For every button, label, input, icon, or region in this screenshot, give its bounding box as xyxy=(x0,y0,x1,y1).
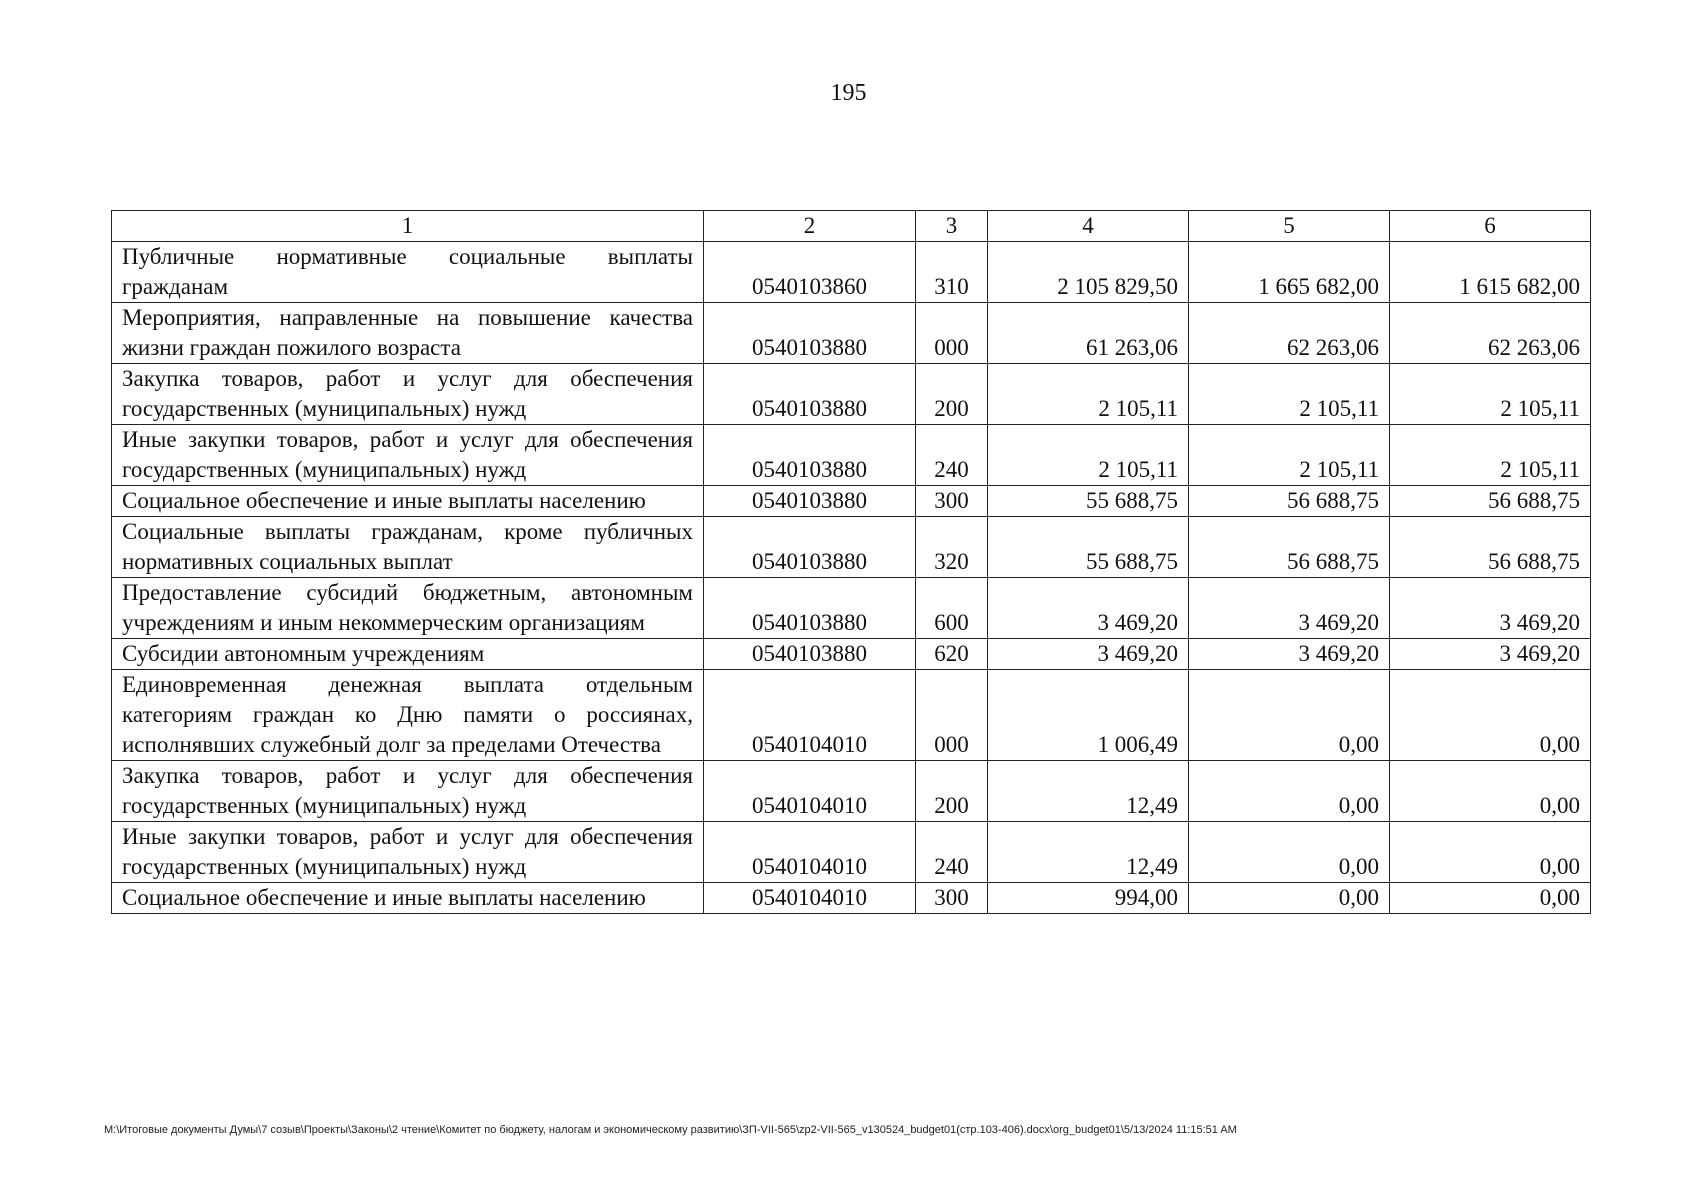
amount-col6-cell: 0,00 xyxy=(1390,883,1591,914)
amount-col5-cell: 56 688,75 xyxy=(1189,517,1390,578)
expense-type-cell: 600 xyxy=(916,578,988,639)
target-code-cell: 0540103880 xyxy=(704,425,916,486)
amount-col5-cell: 56 688,75 xyxy=(1189,486,1390,517)
amount-col4-cell: 2 105,11 xyxy=(988,425,1189,486)
column-header-6: 6 xyxy=(1390,211,1591,242)
target-code-cell: 0540103880 xyxy=(704,303,916,364)
target-code-cell: 0540104010 xyxy=(704,822,916,883)
amount-col6-cell: 1 615 682,00 xyxy=(1390,242,1591,303)
page-number: 195 xyxy=(830,80,867,106)
table-row xyxy=(112,639,1591,670)
amount-col6-cell: 2 105,11 xyxy=(1390,425,1591,486)
table-header-row xyxy=(112,211,1591,242)
amount-col6-cell: 2 105,11 xyxy=(1390,364,1591,425)
amount-col4-cell: 55 688,75 xyxy=(988,486,1189,517)
item-name-cell: Закупка товаров, работ и услуг для обеспечения государственных (муниципальных) нужд xyxy=(112,364,704,425)
item-name-cell: Социальные выплаты гражданам, кроме публичных нормативных социальных выплат xyxy=(112,517,704,578)
target-code-cell: 0540103880 xyxy=(704,639,916,670)
amount-col4-cell: 61 263,06 xyxy=(988,303,1189,364)
expense-type-cell: 320 xyxy=(916,517,988,578)
target-code-cell: 0540103880 xyxy=(704,517,916,578)
amount-col6-cell: 3 469,20 xyxy=(1390,639,1591,670)
expense-type-cell: 620 xyxy=(916,639,988,670)
column-header-3: 3 xyxy=(916,211,988,242)
table-row xyxy=(112,303,1591,364)
table-row xyxy=(112,761,1591,822)
expense-type-cell: 310 xyxy=(916,242,988,303)
amount-col4-cell: 55 688,75 xyxy=(988,517,1189,578)
amount-col5-cell: 0,00 xyxy=(1189,822,1390,883)
amount-col4-cell: 3 469,20 xyxy=(988,639,1189,670)
amount-col6-cell: 0,00 xyxy=(1390,822,1591,883)
expense-type-cell: 000 xyxy=(916,670,988,761)
table-body xyxy=(112,242,1591,914)
expense-type-cell: 000 xyxy=(916,303,988,364)
table-row xyxy=(112,822,1591,883)
footer-file-path: M:\Итоговые документы Думы\7 созыв\Проекты\Законы\2 чтение\Комитет по бюджету, налогам и экономическому развитию\ЗП-VII-565\zp2-VII-565_v130524_budget01(стр.103-406).docx\org_budget01\5/13/2024 11:15:51 AM xyxy=(104,1124,1237,1136)
amount-col4-cell: 12,49 xyxy=(988,822,1189,883)
amount-col6-cell: 0,00 xyxy=(1390,670,1591,761)
column-header-1: 1 xyxy=(112,211,704,242)
amount-col6-cell: 0,00 xyxy=(1390,761,1591,822)
amount-col5-cell: 0,00 xyxy=(1189,670,1390,761)
target-code-cell: 0540104010 xyxy=(704,761,916,822)
amount-col4-cell: 12,49 xyxy=(988,761,1189,822)
item-name-cell: Предоставление субсидий бюджетным, автономным учреждениям и иным некоммерческим организациям xyxy=(112,578,704,639)
target-code-cell: 0540104010 xyxy=(704,670,916,761)
amount-col5-cell: 2 105,11 xyxy=(1189,425,1390,486)
column-header-5: 5 xyxy=(1189,211,1390,242)
item-name-cell: Закупка товаров, работ и услуг для обеспечения государственных (муниципальных) нужд xyxy=(112,761,704,822)
amount-col5-cell: 0,00 xyxy=(1189,883,1390,914)
amount-col4-cell: 3 469,20 xyxy=(988,578,1189,639)
column-header-4: 4 xyxy=(988,211,1189,242)
item-name-cell: Субсидии автономным учреждениям xyxy=(112,639,704,670)
item-name-cell: Единовременная денежная выплата отдельным категориям граждан ко Дню памяти о россиянах, исполнявших служебный долг за пределами Отечества xyxy=(112,670,704,761)
amount-col6-cell: 56 688,75 xyxy=(1390,486,1591,517)
target-code-cell: 0540104010 xyxy=(704,883,916,914)
amount-col5-cell: 2 105,11 xyxy=(1189,364,1390,425)
table-row xyxy=(112,486,1591,517)
item-name-cell: Иные закупки товаров, работ и услуг для обеспечения государственных (муниципальных) нужд xyxy=(112,425,704,486)
expense-type-cell: 240 xyxy=(916,822,988,883)
expense-type-cell: 300 xyxy=(916,486,988,517)
table-row xyxy=(112,670,1591,761)
table-row xyxy=(112,517,1591,578)
item-name-cell: Иные закупки товаров, работ и услуг для обеспечения государственных (муниципальных) нужд xyxy=(112,822,704,883)
amount-col6-cell: 56 688,75 xyxy=(1390,517,1591,578)
table-row xyxy=(112,578,1591,639)
amount-col4-cell: 994,00 xyxy=(988,883,1189,914)
column-header-2: 2 xyxy=(704,211,916,242)
target-code-cell: 0540103860 xyxy=(704,242,916,303)
amount-col6-cell: 62 263,06 xyxy=(1390,303,1591,364)
table-row xyxy=(112,364,1591,425)
amount-col5-cell: 3 469,20 xyxy=(1189,639,1390,670)
expense-type-cell: 200 xyxy=(916,364,988,425)
amount-col5-cell: 3 469,20 xyxy=(1189,578,1390,639)
table-row xyxy=(112,883,1591,914)
amount-col5-cell: 62 263,06 xyxy=(1189,303,1390,364)
expense-type-cell: 200 xyxy=(916,761,988,822)
amount-col4-cell: 1 006,49 xyxy=(988,670,1189,761)
target-code-cell: 0540103880 xyxy=(704,364,916,425)
budget-table xyxy=(111,210,1591,914)
table-row xyxy=(112,425,1591,486)
item-name-cell: Социальное обеспечение и иные выплаты населению xyxy=(112,883,704,914)
amount-col4-cell: 2 105,11 xyxy=(988,364,1189,425)
table-row xyxy=(112,242,1591,303)
item-name-cell: Публичные нормативные социальные выплаты гражданам xyxy=(112,242,704,303)
item-name-cell: Социальное обеспечение и иные выплаты населению xyxy=(112,486,704,517)
amount-col5-cell: 1 665 682,00 xyxy=(1189,242,1390,303)
target-code-cell: 0540103880 xyxy=(704,486,916,517)
target-code-cell: 0540103880 xyxy=(704,578,916,639)
amount-col5-cell: 0,00 xyxy=(1189,761,1390,822)
amount-col6-cell: 3 469,20 xyxy=(1390,578,1591,639)
item-name-cell: Мероприятия, направленные на повышение качества жизни граждан пожилого возраста xyxy=(112,303,704,364)
amount-col4-cell: 2 105 829,50 xyxy=(988,242,1189,303)
expense-type-cell: 300 xyxy=(916,883,988,914)
expense-type-cell: 240 xyxy=(916,425,988,486)
